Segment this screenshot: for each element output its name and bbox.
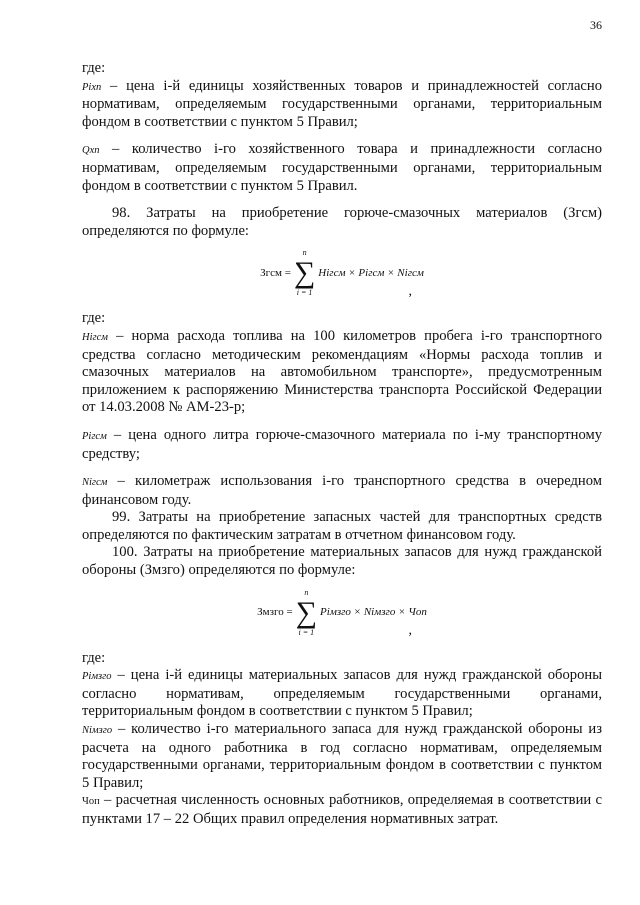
sum-symbol: n ∑ i = 1 xyxy=(293,248,316,298)
formula-gsm-rhs: Hiгсм × Piгсм × Niгсм xyxy=(318,266,424,279)
paragraph-98: 98. Затраты на приобретение горюче-смазочных материалов (Згсм) определяются по формуле: xyxy=(82,205,602,239)
symbol-q-xn: Qxn xyxy=(82,145,100,157)
def-p-mzgo-text: – цена i-й единицы материальных запасов для нужд гражданской обороны согласно нормативам, определяемым государственными органами, территориальным фондом в соответствии с пунктом 5 Правил; xyxy=(82,667,602,720)
symbol-h-gsm: Hiгсм xyxy=(82,331,108,343)
def-ch-op xyxy=(82,792,602,828)
where-label-2: где: xyxy=(82,310,106,327)
def-h-gsm-text: – норма расхода топлива на 100 километров пробега i-го транспортного средства согласно методическим рекомендациям «Нормы расхода топлив и смазочных материалов на автомобильном транспорте», предусмотренным приложением к распоряжению Министерства транспорта Российской Федерации от 14.03.2008 № АМ-23-р; xyxy=(82,327,602,416)
paragraph-100: 100. Затраты на приобретение материальных запасов для нужд гражданской обороны (Змзго) определяются по формуле: xyxy=(82,544,602,579)
symbol-p-ixn: Pixn xyxy=(82,81,102,93)
formula-gsm-comma: , xyxy=(408,283,412,299)
def-n-gsm xyxy=(82,473,602,509)
formula-gsm-lhs: Згсм = xyxy=(260,266,291,279)
formula-mzgo-comma: , xyxy=(408,623,412,639)
def-p-ixn xyxy=(82,78,602,132)
sum-symbol: n ∑ i = 1 xyxy=(295,587,318,637)
paragraph-99: 99. Затраты на приобретение запасных частей для транспортных средств определяются по фактическим затратам в отчетном финансовом году. xyxy=(82,509,602,543)
where-label-3: где: xyxy=(82,649,106,666)
def-p-mzgo xyxy=(82,667,602,721)
symbol-n-mzgo: Niмзго xyxy=(82,725,113,737)
sum-upper-limit: n xyxy=(304,587,309,597)
formula-gsm xyxy=(82,248,602,300)
sum-lower-limit: i = 1 xyxy=(298,627,315,637)
sum-lower-limit: i = 1 xyxy=(296,288,313,298)
sum-upper-limit: n xyxy=(302,248,307,258)
where-label-1: где: xyxy=(82,60,106,76)
def-q-xn xyxy=(82,141,602,195)
def-h-gsm xyxy=(82,328,602,417)
def-p-gsm xyxy=(82,427,602,463)
def-n-mzgo-text: – количество i-го материального запаса для нужд гражданской обороны из расчета на одного работника в год согласно нормативам, определяемым государственными органами, территориальным фондом в соответствии с пунктом 5 Правил; xyxy=(82,721,602,791)
def-p-ixn-text: – цена i-й единицы хозяйственных товаров и принадлежностей согласно нормативам, определяемым государственными органами, территориальным фондом в соответствии с пунктом 5 Правил; xyxy=(82,77,602,130)
def-q-xn-text: – количество i-го хозяйственного товара и принадлежности согласно нормативам, определяемым государственными органами, территориальным фондом в соответствии с пунктом 5 Правил. xyxy=(82,141,602,194)
page-number: 36 xyxy=(590,18,602,32)
symbol-p-mzgo: Piмзго xyxy=(82,671,112,683)
symbol-ch-op: Чоп xyxy=(82,796,100,808)
formula-mzgo-lhs: Змзго = xyxy=(257,605,293,618)
formula-mzgo xyxy=(82,588,602,640)
def-ch-op-text: – расчетная численность основных работников, определяемая в соответствии с пунктами 17 – 22 Общих правил определения нормативных затрат. xyxy=(82,792,602,827)
def-n-gsm-text: – километраж использования i-го транспортного средства в очередном финансовом году. xyxy=(82,473,602,508)
symbol-n-gsm: Niгсм xyxy=(82,477,108,489)
document-body xyxy=(82,60,602,829)
symbol-p-gsm: Piгсм xyxy=(82,430,107,442)
def-p-gsm-text: – цена одного литра горюче-смазочного материала по i-му транспортному средству; xyxy=(82,426,602,462)
formula-mzgo-rhs: Piмзго × Niмзго × Чоп xyxy=(320,605,427,618)
def-n-mzgo xyxy=(82,721,602,792)
